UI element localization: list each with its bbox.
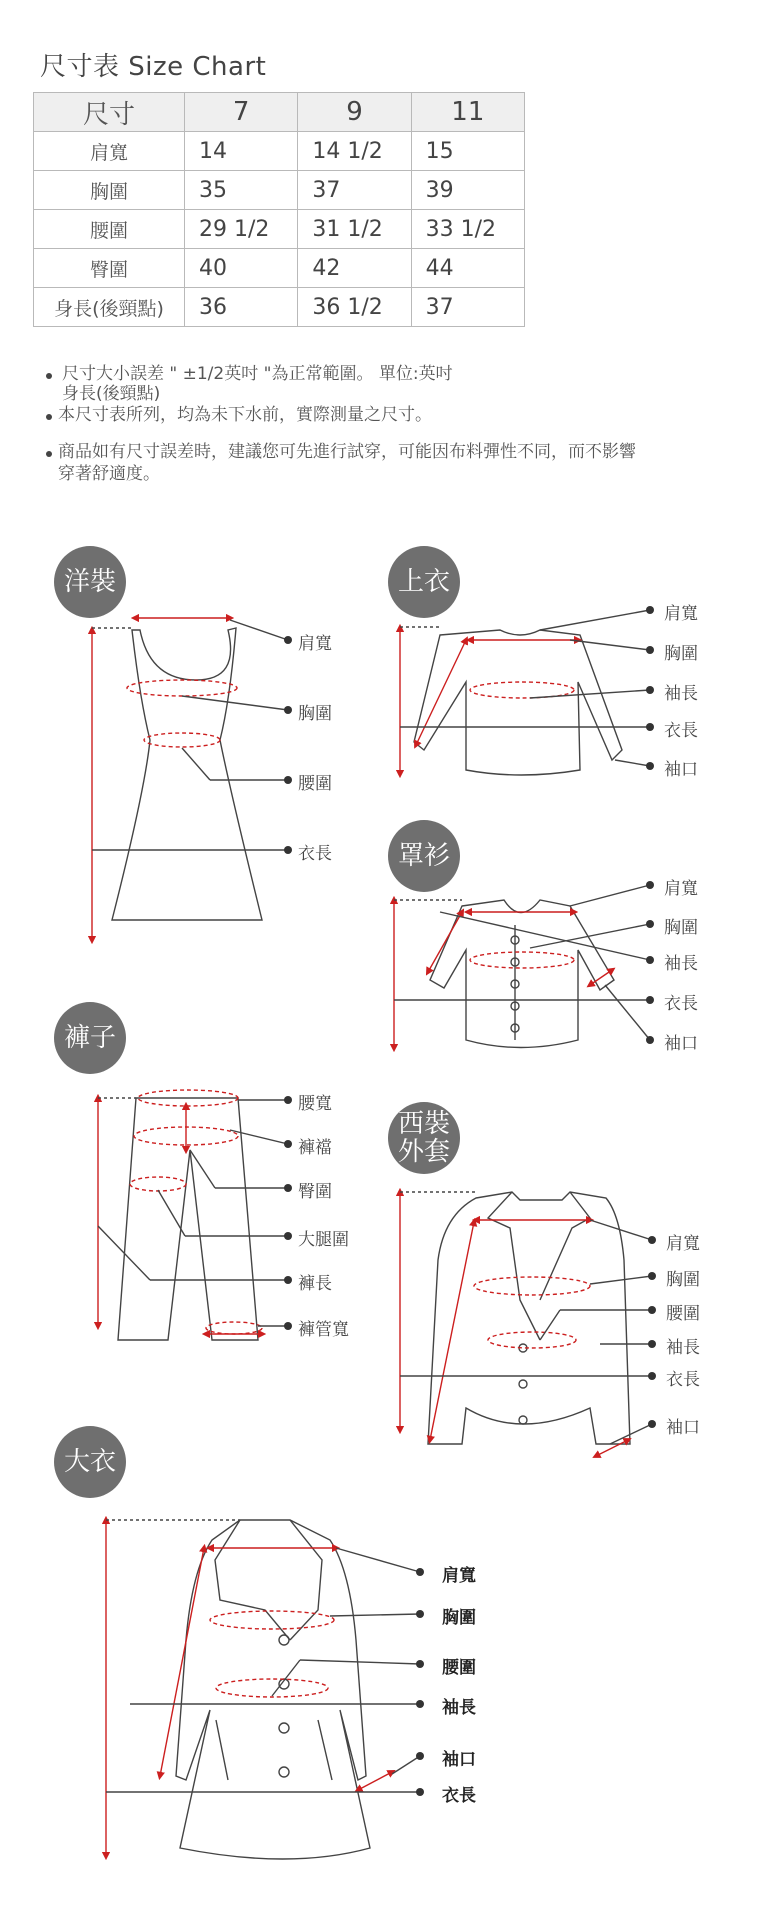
- suit-label-chest: 胸圍: [666, 1270, 700, 1290]
- suit-label-shoulder: 肩寬: [666, 1234, 700, 1254]
- blouse-label-length: 衣長: [664, 994, 698, 1014]
- pants-label-hem: 褲管寬: [298, 1320, 349, 1340]
- table-cell: 39: [411, 171, 524, 210]
- table-cell: 14 1/2: [298, 132, 411, 171]
- table-cell: 35: [185, 171, 298, 210]
- blouse-label-shoulder: 肩寬: [664, 879, 698, 899]
- suit-label-waist: 腰圍: [666, 1304, 700, 1324]
- top-label-length: 衣長: [664, 721, 698, 741]
- pants-label-length: 褲長: [298, 1274, 332, 1294]
- pants-label-thigh: 大腿圍: [298, 1230, 349, 1250]
- table-cell: 29 1/2: [185, 210, 298, 249]
- table-cell: 腰圍: [34, 210, 185, 249]
- table-cell: 33 1/2: [411, 210, 524, 249]
- table-cell: 15: [411, 132, 524, 171]
- top-label-chest: 胸圍: [664, 644, 698, 664]
- badge-suit-line2: 外套: [397, 1137, 450, 1167]
- blouse-label-chest: 胸圍: [664, 918, 698, 938]
- page-title: 尺寸表 Size Chart: [40, 52, 267, 82]
- table-cell: 肩寬: [34, 132, 185, 171]
- top-illustration: [400, 610, 650, 775]
- table-cell: 40: [185, 249, 298, 288]
- coat-label-length: 衣長: [442, 1786, 476, 1806]
- top-label-cuff: 袖口: [664, 760, 698, 780]
- table-cell: 14: [185, 132, 298, 171]
- table-cell: 身長(後頸點): [34, 288, 185, 327]
- coat-label-sleeve: 袖長: [442, 1698, 476, 1718]
- table-cell: 胸圍: [34, 171, 185, 210]
- note-length-point: 身長(後頸點): [62, 384, 161, 404]
- table-cell: 36: [185, 288, 298, 327]
- top-label-sleeve: 袖長: [664, 684, 698, 704]
- badge-suit-line1: 西裝: [397, 1109, 450, 1139]
- table-header-cell: 11: [411, 93, 524, 132]
- table-cell: 37: [298, 171, 411, 210]
- table-header-cell: 9: [298, 93, 411, 132]
- table-cell: 44: [411, 249, 524, 288]
- coat-label-waist: 腰圍: [442, 1658, 476, 1678]
- table-header-cell: 7: [185, 93, 298, 132]
- badge-blouse: 罩衫: [388, 820, 460, 892]
- table-cell: 臀圍: [34, 249, 185, 288]
- table-cell: 37: [411, 288, 524, 327]
- coat-label-chest: 胸圍: [442, 1608, 476, 1628]
- dress-label-shoulder: 肩寬: [298, 634, 332, 654]
- badge-dress: 洋裝: [54, 546, 126, 618]
- suit-label-length: 衣長: [666, 1370, 700, 1390]
- badge-top: 上衣: [388, 546, 460, 618]
- suit-illustration: [400, 1192, 652, 1456]
- badge-pants: 褲子: [54, 1002, 126, 1074]
- pants-label-waist: 腰寬: [298, 1094, 332, 1114]
- table-cell: 42: [298, 249, 411, 288]
- badge-coat: 大衣: [54, 1426, 126, 1498]
- coat-label-cuff: 袖口: [442, 1750, 476, 1770]
- suit-label-cuff: 袖口: [666, 1418, 700, 1438]
- pants-illustration: [98, 1090, 288, 1340]
- pants-label-hip: 臀圍: [298, 1182, 332, 1202]
- table-cell: 31 1/2: [298, 210, 411, 249]
- suit-label-sleeve: 袖長: [666, 1338, 700, 1358]
- dress-illustration: [92, 618, 288, 940]
- dress-label-chest: 胸圍: [298, 704, 332, 724]
- blouse-label-cuff: 袖口: [664, 1034, 698, 1054]
- note-measurement: 本尺寸表所列，均為未下水前，實際測量之尺寸。: [58, 405, 432, 425]
- table-cell: 36 1/2: [298, 288, 411, 327]
- blouse-label-sleeve: 袖長: [664, 954, 698, 974]
- top-label-shoulder: 肩寬: [664, 604, 698, 624]
- note-tolerance: 尺寸大小誤差 " ±1/2英吋 "為正常範圍。 單位:英吋: [62, 364, 453, 384]
- table-header-cell: 尺寸: [34, 93, 185, 132]
- note-fit-cont: 穿著舒適度。: [58, 464, 160, 484]
- dress-label-waist: 腰圍: [298, 774, 332, 794]
- pants-label-rise: 褲襠: [298, 1138, 332, 1158]
- coat-label-shoulder: 肩寬: [442, 1566, 476, 1586]
- blouse-illustration: [394, 885, 650, 1048]
- dress-label-length: 衣長: [298, 844, 332, 864]
- note-fit: 商品如有尺寸誤差時，建議您可先進行試穿，可能因布料彈性不同，而不影響: [58, 442, 636, 462]
- coat-illustration: [106, 1520, 420, 1859]
